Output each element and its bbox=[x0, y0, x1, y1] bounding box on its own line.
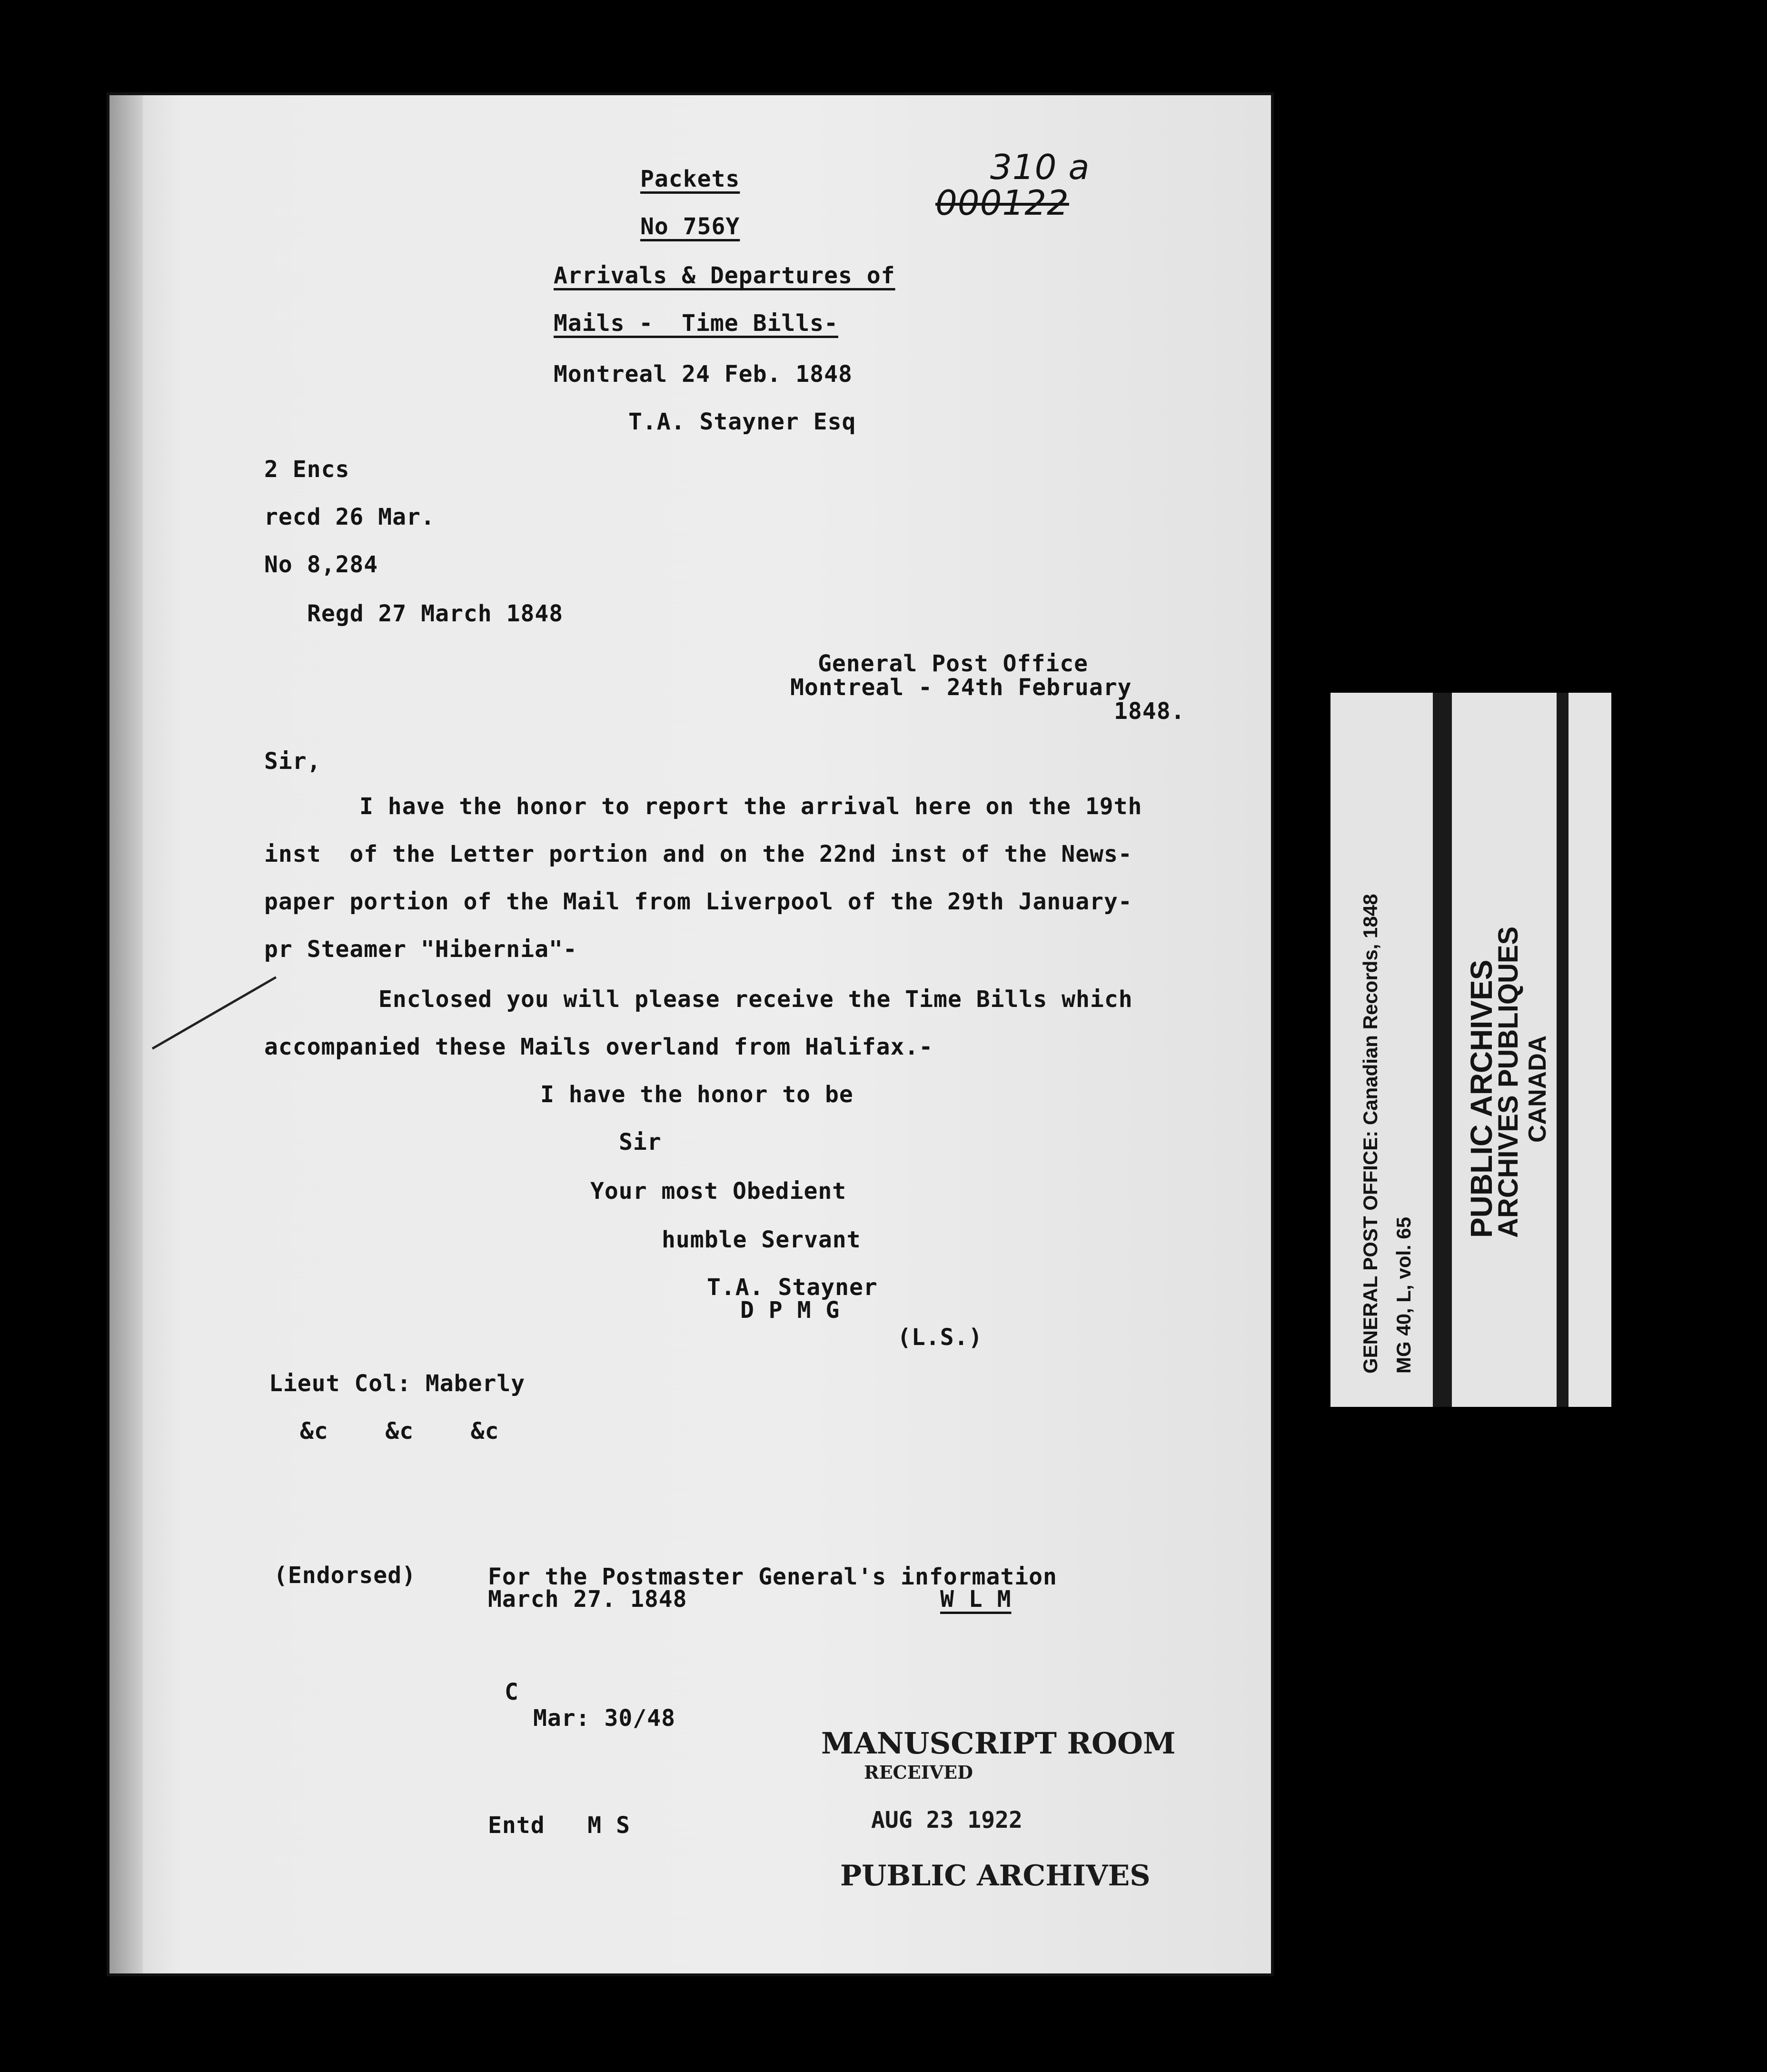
stamp-public-archives: PUBLIC ARCHIVES bbox=[840, 1859, 1151, 1893]
header-title: Packets bbox=[640, 166, 740, 192]
para1-line1: I have the honor to report the arrival here on the 19th bbox=[359, 793, 1142, 820]
header-number: No 756Y bbox=[640, 213, 740, 240]
para2-line2: accompanied these Mails overland from Halifax.- bbox=[264, 1034, 933, 1060]
seal-mark: (L.S.) bbox=[897, 1324, 983, 1351]
salutation: Sir, bbox=[264, 748, 321, 775]
recipient-name: Lieut Col: Maberly bbox=[269, 1370, 526, 1397]
subject-line1: Arrivals & Departures of bbox=[554, 262, 895, 289]
closing-line1: I have the honor to be bbox=[540, 1081, 854, 1108]
endorsement-line2: March 27. 1848 bbox=[488, 1586, 687, 1613]
closing-line3: Your most Obedient bbox=[590, 1178, 847, 1205]
page-shadow-edge bbox=[109, 95, 143, 1973]
label-volume: MG 40, L, vol. 65 bbox=[1392, 1216, 1415, 1374]
address-line1: General Post Office bbox=[818, 650, 1089, 677]
c-mark: C bbox=[505, 1679, 519, 1705]
enclosures: 2 Encs bbox=[264, 456, 350, 483]
address-line2: Montreal - 24th February bbox=[790, 674, 1132, 701]
closing-line2: Sir bbox=[619, 1129, 662, 1156]
label-record-group: GENERAL POST OFFICE: Canadian Records, 1848 bbox=[1359, 894, 1381, 1374]
label-stamp-line2: ARCHIVES PUBLIQUES bbox=[1493, 926, 1524, 1238]
archive-number-struck: 000122 bbox=[935, 183, 1069, 223]
received-date: recd 26 Mar. bbox=[264, 504, 435, 530]
label-stamp-line3: CANADA bbox=[1524, 1035, 1551, 1143]
label-stripe-right bbox=[1557, 693, 1568, 1407]
signature: T.A. Stayner bbox=[707, 1274, 878, 1301]
stamp-manuscript-room: MANUSCRIPT ROOM bbox=[821, 1726, 1176, 1761]
stamp-date: AUG 23 1922 bbox=[871, 1807, 1022, 1833]
address-line3: 1848. bbox=[1114, 698, 1185, 725]
endorsement-line1: For the Postmaster General's information bbox=[488, 1564, 1057, 1590]
entered-mark: Entd M S bbox=[488, 1812, 630, 1839]
mar-date: Mar: 30/48 bbox=[533, 1705, 675, 1732]
author-line: T.A. Stayner Esq bbox=[628, 408, 856, 435]
para1-line4: pr Steamer "Hibernia"- bbox=[264, 936, 577, 963]
para2-line1: Enclosed you will please receive the Time Bills which bbox=[378, 986, 1133, 1013]
endorsement-initials: W L M bbox=[940, 1586, 1012, 1613]
endorsed-label: (Endorsed) bbox=[274, 1562, 416, 1589]
para1-line3: paper portion of the Mail from Liverpool of the 29th January- bbox=[264, 888, 1132, 915]
subject-line2: Mails - Time Bills- bbox=[554, 310, 838, 337]
recipient-etc: &c &c &c bbox=[300, 1418, 499, 1444]
archive-number-handwritten: 310 a bbox=[990, 147, 1090, 187]
registry-number: No 8,284 bbox=[264, 551, 378, 578]
stamp-received: RECEIVED bbox=[864, 1762, 973, 1783]
closing-line4: humble Servant bbox=[662, 1226, 861, 1253]
signature-title: D P M G bbox=[740, 1297, 840, 1324]
place-date: Montreal 24 Feb. 1848 bbox=[554, 361, 853, 388]
para1-line2: inst of the Letter portion and on the 22nd inst of the News- bbox=[264, 841, 1132, 867]
registered-date: Regd 27 March 1848 bbox=[307, 600, 564, 627]
label-stamp-line1: PUBLIC ARCHIVES bbox=[1464, 959, 1499, 1238]
label-stripe-left bbox=[1433, 693, 1452, 1407]
